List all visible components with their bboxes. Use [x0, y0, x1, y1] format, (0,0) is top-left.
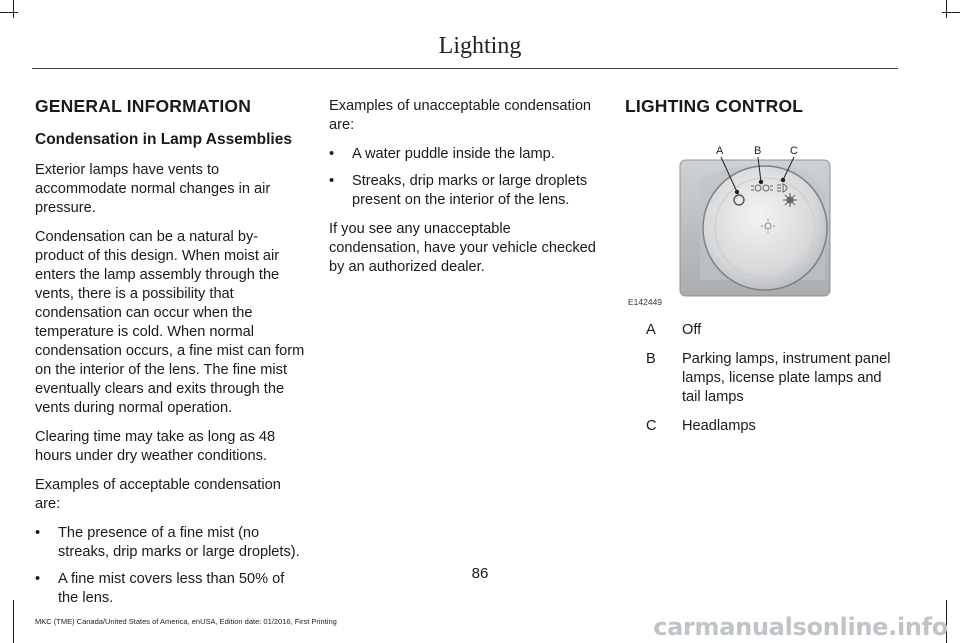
legend-key: C [646, 418, 657, 434]
headlamp-switch-illustration [625, 130, 895, 300]
paragraph: Clearing time may take as long as 48 hours under dry weather conditions. [35, 429, 276, 464]
paragraph: Examples of acceptable condensation are: [35, 477, 281, 512]
list-item: • The presence of a fine mist (no streaks, drip marks or large droplets). [35, 525, 300, 560]
callout-dot [735, 190, 739, 194]
legend-row [646, 417, 896, 436]
crop-mark [946, 0, 947, 18]
paragraph: Exterior lamps have vents to accommodate normal changes in air pressure. [35, 162, 271, 216]
lighting-control-figure [625, 130, 895, 300]
left-column [35, 97, 305, 618]
condensation-subheading: Condensation in Lamp Assemblies [35, 131, 292, 148]
list-item: • A fine mist covers less than 50% of the lens. [35, 571, 285, 606]
callout-dot [759, 180, 763, 184]
paragraph: If you see any unacceptable condensation, have your vehicle checked by an authorized dealer. [329, 221, 596, 275]
legend-row [646, 321, 896, 340]
crop-mark [942, 12, 960, 13]
bullet-icon: • [35, 525, 41, 541]
section-title: Lighting [438, 33, 522, 59]
legend-description: Off [682, 322, 702, 338]
legend-key: A [646, 322, 656, 338]
list-item: • A water puddle inside the lamp. [329, 146, 555, 162]
paragraph: Condensation can be a natural by-product of this design. When moist air enters the lamp assembly through the vents, there is a possibility that condensation can occur when the temperature is cold. When normal condensation occurs, a fine mist can form on the interior of the lens. The fine mist eventually clears and exits through the vents during normal operation. [35, 229, 305, 416]
general-information-heading: GENERAL INFORMATION [35, 96, 252, 116]
legend-description: Headlamps [682, 418, 756, 434]
legend-key: B [646, 351, 656, 367]
legend-row [646, 350, 896, 407]
lighting-control-heading: LIGHTING CONTROL [625, 96, 804, 116]
header-divider [32, 68, 898, 69]
callout-dot [781, 178, 785, 182]
edition-footer: MKC (TME) Canada/United States of America, enUSA, Edition date: 01/2016, First Printing [35, 617, 337, 626]
bullet-icon: • [329, 146, 335, 162]
list-item: • Streaks, drip marks or large droplets present on the interior of the lens. [329, 173, 588, 208]
middle-column [329, 97, 604, 287]
watermark: carmanualsonline.info [653, 613, 948, 641]
page-number: 86 [471, 565, 489, 582]
callout-label-a: A [716, 145, 724, 157]
figure-legend [646, 321, 896, 446]
crop-mark [0, 12, 18, 13]
rotary-dial [703, 166, 827, 290]
crop-mark [13, 0, 14, 18]
callout-label-c: C [790, 145, 798, 157]
bullet-icon: • [329, 173, 335, 189]
bullet-icon: • [35, 571, 41, 587]
unacceptable-condensation-list [329, 145, 604, 210]
figure-code: E142449 [628, 297, 663, 307]
crop-mark [13, 600, 14, 643]
auto-lamps-icon [783, 193, 797, 207]
legend-description: Parking lamps, instrument panel lamps, license plate lamps and tail lamps [682, 351, 891, 405]
right-column [625, 97, 895, 130]
callout-label-b: B [754, 145, 762, 157]
paragraph: Examples of unacceptable condensation are: [329, 98, 592, 133]
